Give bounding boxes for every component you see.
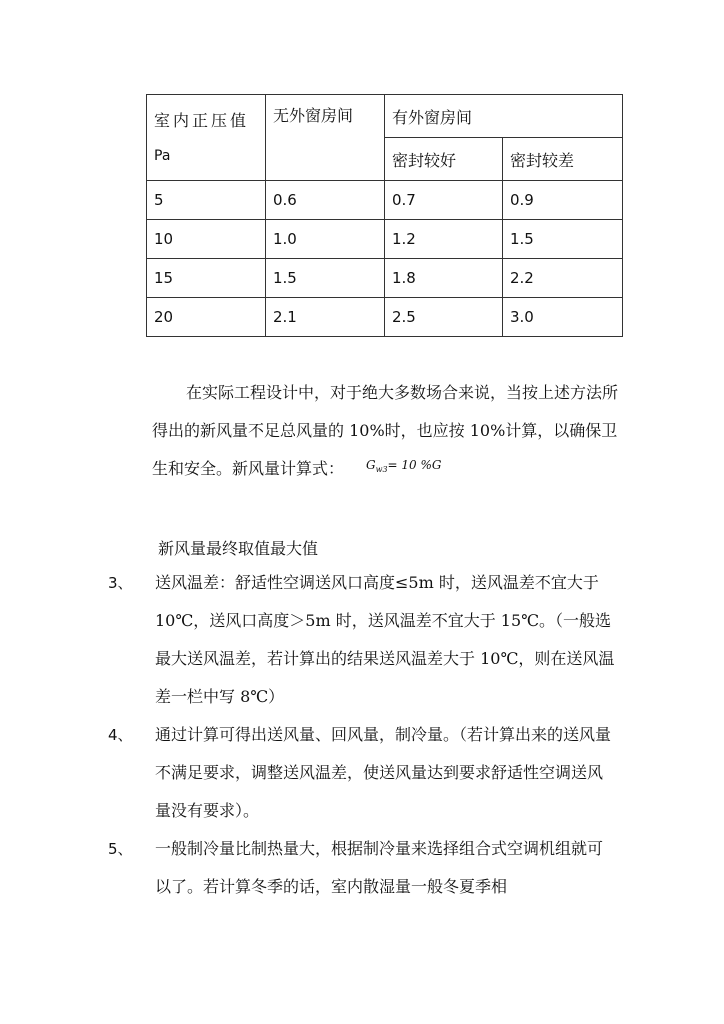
table-cell: 0.9 bbox=[503, 181, 623, 220]
table-cell: 15 bbox=[147, 259, 266, 298]
header-sealed-poor: 密封较差 bbox=[503, 138, 623, 181]
table-cell: 5 bbox=[147, 181, 266, 220]
list-item-text: 通过计算可得出送风量、回风量，制冷量。（若计算出来的送风量不满足要求，调整送风温差，使送风量达到要求舒适性空调送风量没有要求）。 bbox=[155, 725, 612, 820]
table-cell: 1.5 bbox=[266, 259, 385, 298]
fresh-air-formula: Gw3= 10 %G bbox=[366, 458, 442, 474]
table-cell: 2.5 bbox=[385, 298, 503, 337]
table-row bbox=[147, 259, 623, 298]
paragraph-text: 在实际工程设计中，对于绝大多数场合来说，当按上述方法所得出的新风量不足总风量的 10%时，也应按 10%计算，以确保卫生和安全。新风量计算式： bbox=[152, 383, 619, 478]
list-item-text: 送风温差：舒适性空调送风口高度≤5m 时，送风温差不宜大于 10℃，送风口高度＞5m 时，送风温差不宜大于 15℃。（一般选最大送风温差，若计算出的结果送风温差大于 10℃，则在送风温差一栏中写 8℃） bbox=[155, 573, 615, 706]
table-header-row bbox=[147, 95, 623, 138]
header-sealed-good: 密封较好 bbox=[385, 138, 503, 181]
header-pressure bbox=[147, 95, 266, 181]
body-paragraph bbox=[152, 374, 620, 491]
list-item-number: 3、 bbox=[108, 574, 133, 592]
table-cell: 0.6 bbox=[266, 181, 385, 220]
header-with-window: 有外窗房间 bbox=[385, 95, 623, 138]
table-cell: 0.7 bbox=[385, 181, 503, 220]
table-row bbox=[147, 181, 623, 220]
list-item-number: 4、 bbox=[108, 726, 133, 744]
table-cell: 2.1 bbox=[266, 298, 385, 337]
air-volume-table bbox=[146, 94, 623, 337]
table-cell: 10 bbox=[147, 220, 266, 259]
table-cell: 1.2 bbox=[385, 220, 503, 259]
header-pressure-label: 室内正压值 bbox=[154, 111, 250, 130]
table-cell: 3.0 bbox=[503, 298, 623, 337]
list-item-text: 一般制冷量比制热量大，根据制冷量来选择组合式空调机组就可以了。若计算冬季的话，室内散湿量一般冬夏季相 bbox=[155, 839, 604, 896]
table-cell: 1.5 bbox=[503, 220, 623, 259]
header-pressure-unit: Pa bbox=[154, 148, 171, 164]
fresh-air-note: 新风量最终取值最大值 bbox=[158, 539, 319, 558]
table-cell: 20 bbox=[147, 298, 266, 337]
list-item-number: 5、 bbox=[108, 840, 133, 858]
table-cell: 1.0 bbox=[266, 220, 385, 259]
table-cell: 2.2 bbox=[503, 259, 623, 298]
table-row bbox=[147, 298, 623, 337]
header-no-window: 无外窗房间 bbox=[266, 95, 385, 181]
table-cell: 1.8 bbox=[385, 259, 503, 298]
table-row bbox=[147, 220, 623, 259]
